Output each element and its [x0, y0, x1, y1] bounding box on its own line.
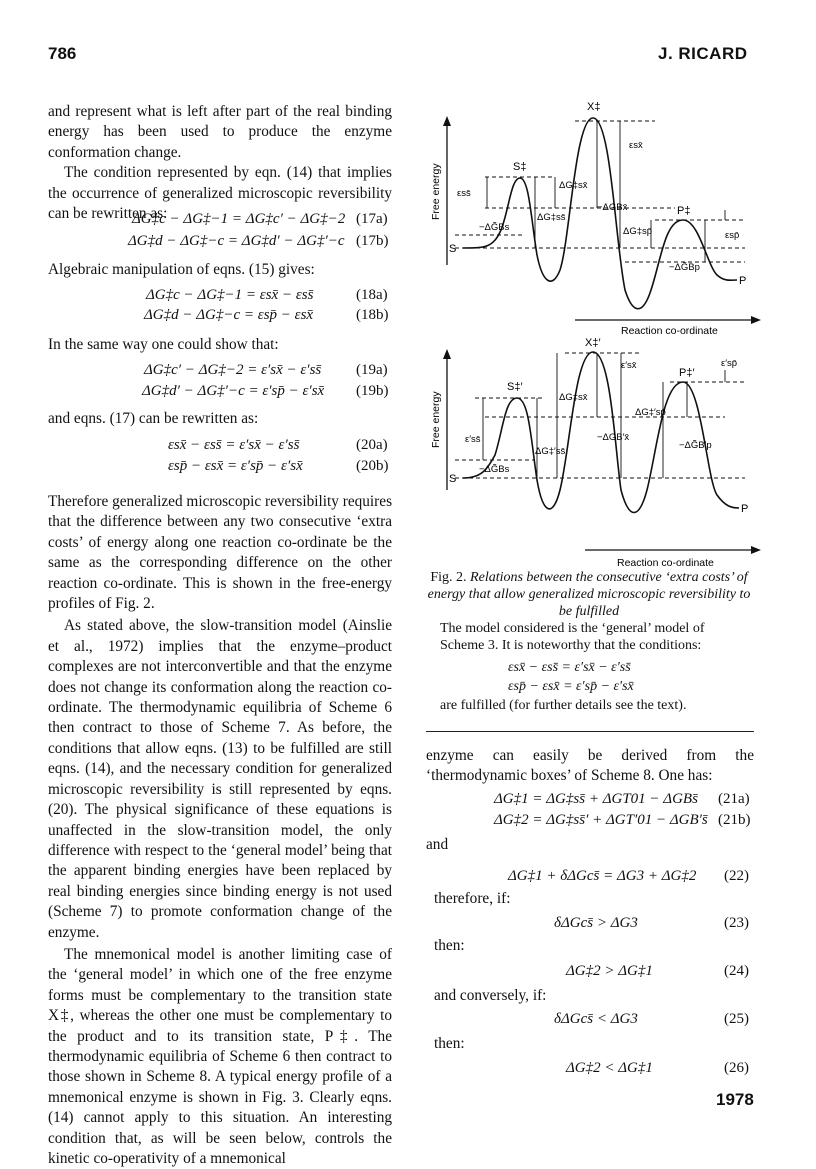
caption-title: Relations between the consecutive ‘extra costs’ of energy that allow generalized microscopic reversibility to be fulfilled	[427, 570, 751, 619]
label-s-ts: S‡′	[507, 381, 523, 393]
caption-body: The model considered is the ‘general’ model of Scheme 3. It is noteworthy that the conditions:	[440, 621, 705, 653]
label-e-sx: εsx̄	[629, 140, 643, 151]
label-p-ts: P‡′	[679, 367, 695, 379]
top-energy-profile	[430, 101, 761, 337]
caption-label: Fig. 2.	[430, 570, 467, 585]
equation-21b: ΔG‡2 = ΔG‡ss̄′ + ΔGT′01 − ΔGB′s̄	[494, 812, 708, 828]
equation-number: (21a)	[718, 791, 750, 807]
paragraph: Therefore generalized microscopic reversibility requires that the difference between any two consecutive ‘extra costs’ of energy along one reaction co-ordinate be the same as the corresponding difference on the other reaction co-ordinate. This is shown in the free-energy profiles of Fig. 2.	[48, 493, 393, 613]
figure-caption	[424, 569, 754, 620]
x-axis-label: Reaction co-ordinate	[621, 325, 718, 337]
label-dgb-p: −ΔG̃Bp	[669, 262, 700, 273]
footer-year: 1978	[716, 1090, 754, 1109]
label-dg-ss: ΔG‡′ss̄	[535, 446, 566, 457]
equation-19b: ΔG‡d′ − ΔG‡′−c = ε′sp̄ − ε′sx̄	[142, 383, 325, 399]
text-then: then:	[434, 937, 465, 954]
equation-26: ΔG‡2 < ΔG‡1	[566, 1060, 653, 1076]
label-s: S	[449, 473, 457, 485]
equation-number: (20a)	[356, 437, 388, 453]
label-dgb-p: −ΔG̃B′p	[679, 440, 712, 451]
equation-17a: ΔG‡c − ΔG‡−1 = ΔG‡c′ − ΔG‡−2	[132, 211, 346, 227]
paragraph: and eqns. (17) can be rewritten as:	[48, 410, 259, 427]
equation-18b: ΔG‡d − ΔG‡−c = εsp̄ − εsx̄	[144, 307, 314, 323]
equation-18a: ΔG‡c − ΔG‡−1 = εsx̄ − εss̄	[146, 287, 314, 303]
running-author: J. RICARD	[658, 44, 748, 63]
equation-24: ΔG‡2 > ΔG‡1	[566, 963, 653, 979]
label-x-ts: X‡′	[585, 337, 601, 349]
y-axis-label: Free energy	[430, 163, 442, 220]
equation-number: (19b)	[356, 383, 389, 399]
label-dgb-s: −ΔG̃Bs	[479, 222, 510, 233]
label-p: P	[741, 503, 749, 515]
equation-number: (17b)	[356, 233, 389, 249]
label-dgb-s: −ΔG̃Bs	[479, 464, 510, 475]
label-dg-sx: ΔG‡sx̄	[559, 392, 588, 403]
left-column-body	[48, 492, 392, 1169]
right-column	[426, 746, 754, 787]
equation-number: (24)	[724, 963, 749, 979]
label-dgb-x: −ΔGBx̄	[597, 202, 628, 213]
bottom-energy-profile	[430, 337, 761, 569]
label-dg-sp: ΔG‡sp̄	[623, 226, 653, 237]
paragraph: In the same way one could show that:	[48, 336, 279, 353]
label-dgb-x: −ΔGB′x̄	[597, 432, 630, 443]
label-p: P	[739, 275, 747, 287]
equation-25: δΔGcs̄ < ΔG3	[554, 1011, 638, 1027]
equation-17b: ΔG‡d − ΔG‡−c = ΔG‡d′ − ΔG‡′−c	[128, 233, 345, 249]
left-column	[48, 102, 392, 224]
equation-number: (18a)	[356, 287, 388, 303]
equation-number: (23)	[724, 915, 749, 931]
label-e-sp: ε′sp̄	[721, 358, 738, 369]
equation-23: δΔGcs̄ > ΔG3	[554, 915, 638, 931]
equation-number: (18b)	[356, 307, 389, 323]
paragraph: enzyme can easily be derived from the ‘thermodynamic boxes’ of Scheme 8. One has:	[426, 747, 754, 785]
label-e-sp: εsp̄	[725, 230, 740, 241]
label-s: S	[449, 243, 457, 255]
equation-19a: ΔG‡c′ − ΔG‡−2 = ε′sx̄ − ε′ss̄	[144, 362, 322, 378]
equation-number: (26)	[724, 1060, 749, 1076]
equation-20a: εsx̄ − εss̄ = ε′sx̄ − ε′ss̄	[168, 437, 300, 453]
text-conversely: and conversely, if:	[434, 987, 547, 1004]
paragraph: The condition represented by eqn. (14) that implies the occurrence of generalized microscopic reversibility can be rewritten as:	[48, 164, 392, 223]
text-and: and	[426, 836, 449, 853]
equation-21a: ΔG‡1 = ΔG‡ss̄ + ΔGT01 − ΔGBs̄	[494, 791, 698, 807]
figure-2-profiles	[425, 70, 765, 590]
label-s-ts: S‡	[513, 161, 527, 173]
equation-number: (19a)	[356, 362, 388, 378]
caption-equation: εsp̄ − εsx̄ = ε′sp̄ − ε′sx̄	[508, 679, 634, 694]
equation-number: (21b)	[718, 812, 751, 828]
equation-22: ΔG‡1 + δΔGcs̄ = ΔG3 + ΔG‡2	[508, 868, 697, 884]
divider	[426, 731, 754, 732]
label-p-ts: P‡	[677, 205, 691, 217]
paragraph: As stated above, the slow-transition model (Ainslie et al., 1972) implies that the enzyme–product complexes are not interconvertible and that the enzyme does not change its conformation along the reaction co-ordinate. The thermodynamic equilibria of Scheme 6 then contract to those of Scheme 7. As before, the conditions that allow eqns. (13) to be fulfilled are still eqns. (14), and the necessary condition for generalized microscopic reversibility is still represented by eqns. (20). The physical significance of these equations is unaffected in the slow-transition model, the only difference with respect to the ‘general model’ being that the apparent binding energies have been replaced by real binding energies since binding energy is not used (Scheme 7) to promote conformation change of the enzyme.	[48, 617, 392, 941]
paragraph: The mnemonical model is another limiting case of the ‘general model’ in which one of the free enzyme forms must be complementary to the transition state X‡, whereas the other one must be complementary to the product and to its transition state, P‡. The thermodynamic equilibria of Scheme 6 then contract to those shown in Scheme 8. A typical energy profile of a mnemonical enzyme is shown in Fig. 3. Clearly eqns. (14) cannot apply to this situation. An interesting condition that, as will be seen below, controls the kinetic co-operativity of a mnemonical	[48, 945, 392, 1167]
label-dg-sx: ΔG‡sx̄	[559, 180, 588, 191]
label-e-ss: εss̄	[457, 188, 471, 199]
label-e-ss: ε′ss̄	[465, 434, 481, 445]
text-then: then:	[434, 1035, 465, 1052]
label-e-sx: ε′sx̄	[621, 360, 637, 371]
equation-number: (22)	[724, 868, 749, 884]
equation-number: (20b)	[356, 458, 389, 474]
equation-number: (25)	[724, 1011, 749, 1027]
x-axis-label: Reaction co-ordinate	[617, 557, 714, 569]
equation-20b: εsp̄ − εsx̄ = ε′sp̄ − ε′sx̄	[168, 458, 303, 474]
caption-equation: εsx̄ − εss̄ = ε′sx̄ − ε′ss̄	[508, 660, 631, 675]
paragraph: Algebraic manipulation of eqns. (15) gives:	[48, 261, 315, 278]
equation-number: (17a)	[356, 211, 388, 227]
y-axis-label: Free energy	[430, 391, 442, 448]
text-therefore: therefore, if:	[434, 890, 511, 907]
caption-end: are fulfilled (for further details see the text).	[440, 698, 687, 713]
label-dg-ss: ΔG‡ss̄	[537, 212, 566, 223]
page-number: 786	[48, 44, 77, 63]
label-dg-sp: ΔG‡′sp̄	[635, 407, 666, 418]
label-x-ts: X‡	[587, 101, 601, 113]
paragraph: and represent what is left after part of the real binding energy has been used to produce the enzyme conformation change.	[48, 103, 392, 161]
